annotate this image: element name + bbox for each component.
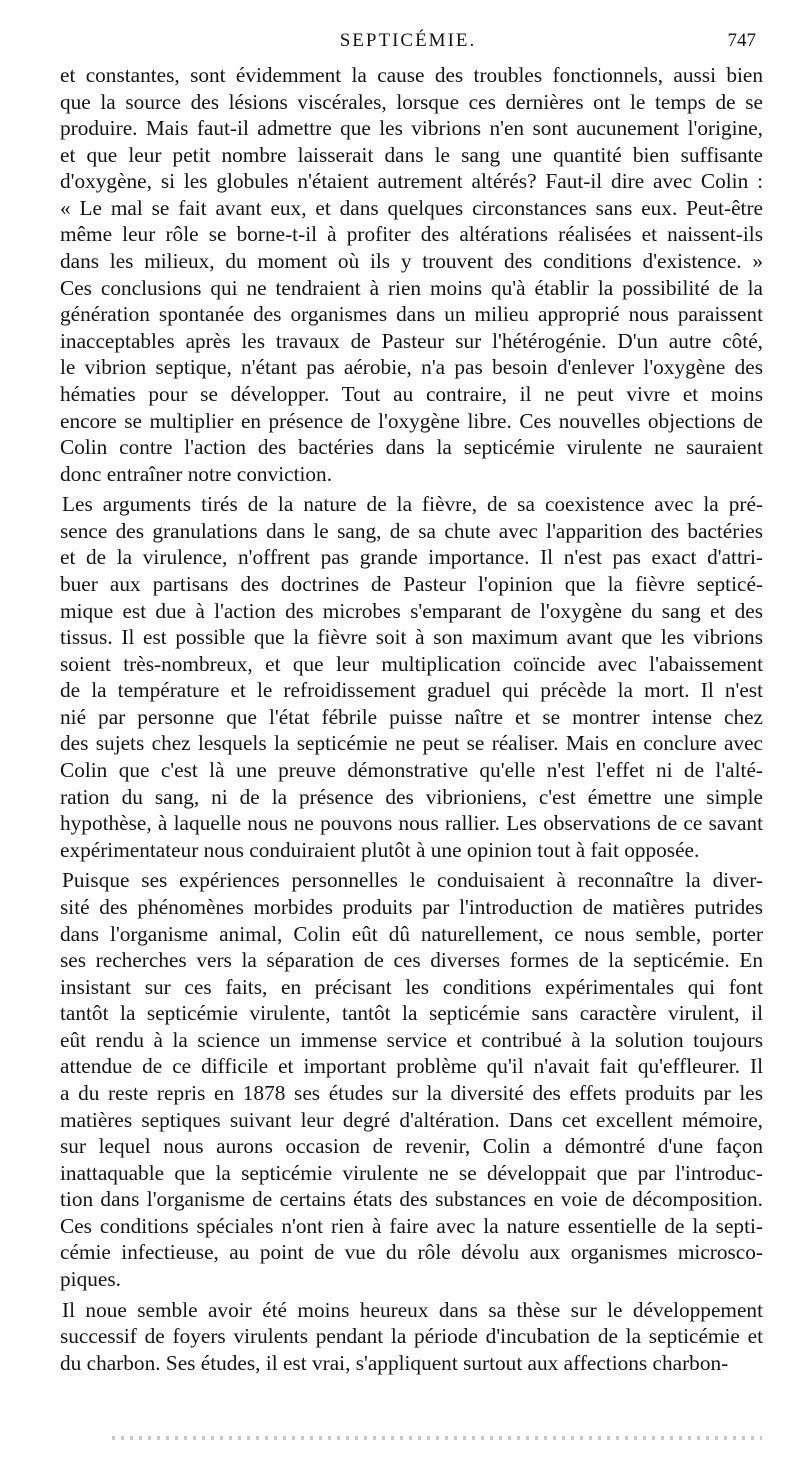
text-line: dans les milieux, du moment où ils y trouvent des conditions d'existence. »	[60, 249, 763, 274]
text-line: et que leur petit nombre laisserait dans le sang une quantité bien suffisante	[60, 142, 763, 167]
text-line: du charbon. Ses études, il est vrai, s'appliquent surtout aux affections charbon-	[60, 1350, 729, 1375]
text-line: le vibrion septique, n'étant pas aérobie, n'a pas besoin d'enlever l'oxygène des	[60, 355, 763, 380]
text-line: mique est due à l'action des microbes s'emparant de l'oxygène du sang et des	[60, 598, 763, 623]
text-line: buer aux partisans des doctrines de Pasteur l'opinion que la fièvre septicé-	[60, 571, 763, 596]
text-line: Les arguments tirés de la nature de la fièvre, de sa coexistence avec la pré-	[62, 492, 763, 517]
text-line: Ces conditions spéciales n'ont rien à faire avec la nature essentielle de la septi-	[60, 1213, 763, 1238]
text-line: Puisque ses expériences personnelles le conduisaient à reconnaître la diver-	[62, 868, 763, 893]
text-line: piques.	[60, 1267, 121, 1292]
text-line: tion dans l'organisme de certains états des substances en voie de décomposition.	[60, 1187, 763, 1212]
text-line: de la température et le refroidissement graduel qui précède la mort. Il n'est	[60, 678, 763, 703]
text-line: dans l'organisme animal, Colin eût dû naturellement, ce nous semble, porter	[60, 921, 763, 946]
text-line: génération spontanée des organismes dans un milieu approprié nous paraissent	[60, 302, 763, 327]
text-line: et constantes, sont évidemment la cause des troubles fonctionnels, aussi bien	[60, 63, 763, 87]
text-line: cémie infectieuse, au point de vue du rôle dévolu aux organismes microsco-	[60, 1240, 763, 1265]
body-text	[60, 62, 763, 1380]
paragraph	[60, 491, 763, 863]
text-line: inacceptables après les travaux de Pasteur sur l'hétérogénie. D'un autre côté,	[60, 328, 763, 353]
text-line: d'oxygène, si les globules n'étaient autrement altérés? Faut-il dire avec Colin :	[60, 169, 763, 194]
text-line: des sujets chez lesquels la septicémie ne peut se réaliser. Mais en conclure avec	[60, 731, 763, 756]
text-line: eût rendu à la science un immense service et contribué à la solution toujours	[60, 1027, 763, 1052]
text-line: Colin contre l'action des bactéries dans la septicémie virulente ne sauraient	[60, 435, 763, 460]
page-header	[60, 30, 756, 56]
text-line: tissus. Il est possible que la fièvre soit à son maximum avant que les vibrions	[60, 625, 763, 650]
running-title: SEPTICÉMIE.	[339, 30, 477, 51]
text-line: même leur rôle se borne-t-il à profiter des altérations réalisées et naissent-ils	[60, 222, 763, 247]
text-line: sence des granulations dans le sang, de sa chute avec l'apparition des bactéries	[60, 518, 763, 543]
text-line: Il noue semble avoir été moins heureux dans sa thèse sur le développement	[62, 1297, 763, 1322]
text-line: expérimentateur nous conduiraient plutôt à une opinion tout à fait opposée.	[60, 837, 700, 862]
text-line: insistant sur ces faits, en précisant les conditions expérimentales qui font	[60, 974, 763, 999]
text-line: Ces conclusions qui ne tendraient à rien moins qu'à établir la possibilité de la	[60, 275, 763, 300]
text-line: sité des phénomènes morbides produits par l'introduction de matières putrides	[60, 894, 763, 919]
page-number: 747	[727, 30, 756, 51]
paragraph	[60, 1297, 763, 1377]
paragraph	[60, 62, 763, 487]
text-line: attendue de ce difficile et important problème qu'il n'avait fait qu'effleurer. Il	[60, 1054, 763, 1079]
text-line: sur lequel nous aurons occasion de revenir, Colin a démontré d'une façon	[60, 1134, 763, 1159]
text-line: « Le mal se fait avant eux, et dans quelques circonstances sans eux. Peut-être	[60, 195, 763, 220]
text-line: hypothèse, à laquelle nous ne pouvons nous rallier. Les observations de ce savant	[60, 811, 763, 836]
text-line: tantôt la septicémie virulente, tantôt la septicémie sans caractère virulent, il	[60, 1001, 763, 1026]
text-line: Colin que c'est là une preuve démonstrative qu'elle n'est l'effet ni de l'alté-	[60, 758, 763, 783]
text-line: ses recherches vers la séparation de ces diverses formes de la septicémie. En	[60, 948, 763, 973]
text-line: et de la virulence, n'offrent pas grande importance. Il n'est pas exact d'attri-	[60, 545, 763, 570]
text-line: encore se multiplier en présence de l'oxygène libre. Ces nouvelles objections de	[60, 408, 763, 433]
text-line: que la source des lésions viscérales, lorsque ces dernières ont le temps de se	[60, 89, 763, 114]
text-line: donc entraîner notre conviction.	[60, 461, 333, 486]
text-line: soient très-nombreux, et que leur multiplication coïncide avec l'abaissement	[60, 651, 763, 676]
text-line: ration du sang, ni de la présence des vibrioniens, c'est émettre une simple	[60, 784, 763, 809]
paragraph	[60, 867, 763, 1292]
text-line: produire. Mais faut-il admettre que les vibrions n'en sont aucunement l'origine,	[60, 116, 763, 141]
text-line: hématies pour se développer. Tout au contraire, il ne peut vivre et moins	[60, 381, 763, 406]
text-line: nié par personne que l'état fébrile puisse naître et se montrer intense chez	[60, 704, 763, 729]
text-line: matières septiques suivant leur degré d'altération. Dans cet excellent mémoire,	[60, 1107, 763, 1132]
text-line: inattaquable que la septicémie virulente ne se développait que par l'introduc-	[60, 1160, 763, 1185]
scan-artifact-line	[112, 1436, 762, 1440]
text-line: successif de foyers virulents pendant la période d'incubation de la septicémie et	[60, 1324, 763, 1349]
text-line: a du reste repris en 1878 ses études sur la diversité des effets produits par les	[60, 1080, 763, 1105]
